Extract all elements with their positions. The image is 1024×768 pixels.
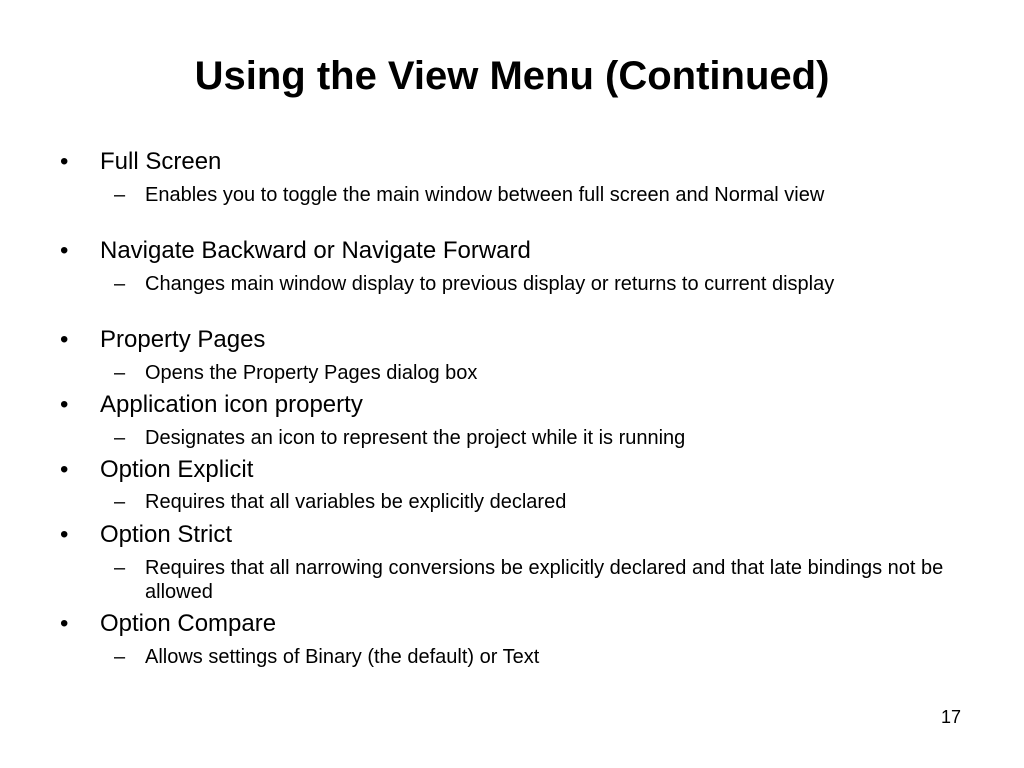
bullet-icon: • [60, 610, 69, 637]
dash-icon: – [114, 273, 126, 295]
bullet-icon: • [60, 456, 69, 483]
sub-bullet-text: Allows settings of Binary (the default) or Text [145, 646, 540, 668]
sub-bullet-text: Enables you to toggle the main window between full screen and Normal view [145, 184, 825, 206]
sub-bullet-text: Designates an icon to represent the project while it is running [145, 427, 686, 449]
page-number: 17 [940, 707, 961, 727]
dash-icon: – [114, 557, 126, 579]
bullet-heading: Property Pages [100, 326, 266, 353]
bullet-heading: Option Compare [100, 610, 277, 637]
dash-icon: – [114, 646, 126, 668]
bullet-heading: Application icon property [100, 391, 363, 418]
sub-bullet-item [114, 645, 964, 669]
bullet-heading: Navigate Backward or Navigate Forward [100, 237, 531, 264]
dash-icon: – [114, 427, 126, 449]
bullet-icon: • [60, 521, 69, 548]
sub-bullet-text: Requires that all variables be explicitly declared [145, 491, 567, 513]
sub-bullet-item [114, 490, 964, 514]
sub-bullet-text: Changes main window display to previous display or returns to current display [145, 273, 835, 295]
sub-bullet-item [114, 556, 964, 604]
dash-icon: – [114, 362, 126, 384]
slide-title: Using the View Menu (Continued) [194, 54, 830, 98]
bullet-icon: • [60, 326, 69, 353]
bullet-icon: • [60, 148, 69, 175]
dash-icon: – [114, 184, 126, 206]
sub-bullet-item [114, 426, 964, 450]
bullet-icon: • [60, 237, 69, 264]
sub-bullet-item [114, 183, 964, 207]
sub-bullet-item [114, 361, 964, 385]
sub-bullet-item [114, 272, 964, 296]
bullet-heading: Full Screen [100, 148, 222, 175]
dash-icon: – [114, 491, 126, 513]
sub-bullet-text: Opens the Property Pages dialog box [145, 362, 478, 384]
sub-bullet-text: Requires that all narrowing conversions be explicitly declared and that late bindings not be allowed [145, 557, 944, 603]
bullet-heading: Option Strict [100, 521, 233, 548]
bullet-heading: Option Explicit [100, 456, 254, 483]
bullet-icon: • [60, 391, 69, 418]
